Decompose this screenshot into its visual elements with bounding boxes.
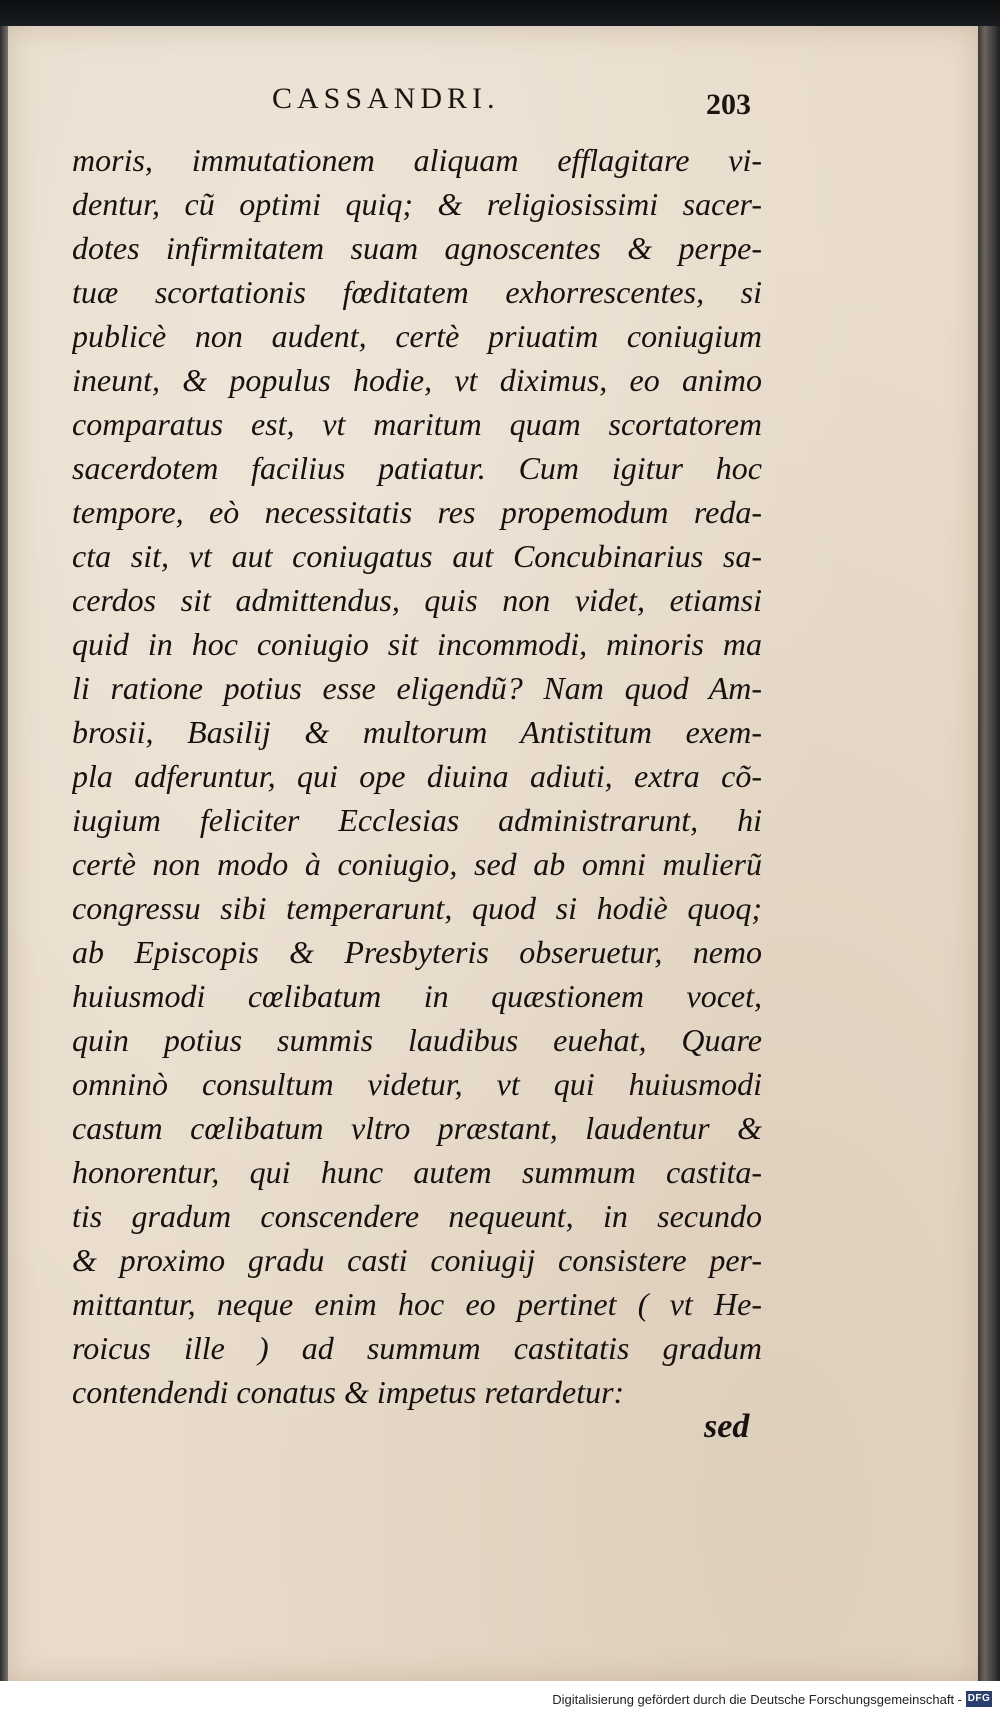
text-line: dentur, cũ optimi quiq; & religiosissimi sacer- xyxy=(72,186,762,222)
text-line: cta sit, vt aut coniugatus aut Concubinarius sa- xyxy=(72,538,762,574)
text-line: congressu sibi temperarunt, quod si hodiè quoq; xyxy=(72,890,762,926)
text-line: tis gradum conscendere nequeunt, in secundo xyxy=(72,1198,762,1234)
scanner-background-top xyxy=(0,0,1000,28)
dfg-logo-icon: DFG xyxy=(966,1691,992,1707)
text-line: moris, immutationem aliquam efflagitare vi- xyxy=(72,142,762,178)
text-line: sacerdotem facilius patiatur. Cum igitur hoc xyxy=(72,450,762,486)
text-line: ab Episcopis & Presbyteris obseruetur, nemo xyxy=(72,934,762,970)
text-line: omninò consultum videtur, vt qui huiusmodi xyxy=(72,1066,762,1102)
text-line: dotes infirmitatem suam agnoscentes & perpe- xyxy=(72,230,762,266)
running-head xyxy=(0,82,1000,122)
text-line: certè non modo à coniugio, sed ab omni mulierũ xyxy=(72,846,762,882)
text-line: ineunt, & populus hodie, vt diximus, eo animo xyxy=(72,362,762,398)
text-line: cerdos sit admittendus, quis non videt, etiamsi xyxy=(72,582,762,618)
text-line: pla adferuntur, qui ope diuina adiuti, extra cõ- xyxy=(72,758,762,794)
text-line: & proximo gradu casti coniugij consistere per- xyxy=(72,1242,762,1278)
text-line: quin potius summis laudibus euehat, Quare xyxy=(72,1022,762,1058)
running-title: CASSANDRI. xyxy=(272,82,500,115)
page-number: 203 xyxy=(706,88,751,121)
text-line: contendendi conatus & impetus retardetur: xyxy=(72,1374,625,1410)
catchword: sed xyxy=(704,1408,750,1445)
funding-note: Digitalisierung gefördert durch die Deutsche Forschungsgemeinschaft - xyxy=(552,1692,962,1707)
text-line: publicè non audent, certè priuatim coniugium xyxy=(72,318,762,354)
text-line: huiusmodi cœlibatum in quæstionem vocet, xyxy=(72,978,762,1014)
text-line: brosii, Basilij & multorum Antistitum exem- xyxy=(72,714,762,750)
text-line: tuæ scortationis fœditatem exhorrescentes, si xyxy=(72,274,762,310)
text-line: quid in hoc coniugio sit incommodi, minoris ma xyxy=(72,626,762,662)
text-line: comparatus est, vt maritum quam scortatorem xyxy=(72,406,762,442)
text-line: li ratione potius esse eligendũ? Nam quod Am- xyxy=(72,670,762,706)
text-line: roicus ille ) ad summum castitatis gradum xyxy=(72,1330,762,1366)
footer-bar xyxy=(0,1681,1000,1722)
body-text xyxy=(72,138,762,1414)
text-line: iugium feliciter Ecclesias administrarunt, hi xyxy=(72,802,762,838)
text-line: honorentur, qui hunc autem summum castita- xyxy=(72,1154,762,1190)
text-line: castum cœlibatum vltro præstant, laudentur & xyxy=(72,1110,762,1146)
text-line: mittantur, neque enim hoc eo pertinet ( vt He- xyxy=(72,1286,762,1322)
page-right-edge xyxy=(978,26,1000,1681)
text-line: tempore, eò necessitatis res propemodum reda- xyxy=(72,494,762,530)
